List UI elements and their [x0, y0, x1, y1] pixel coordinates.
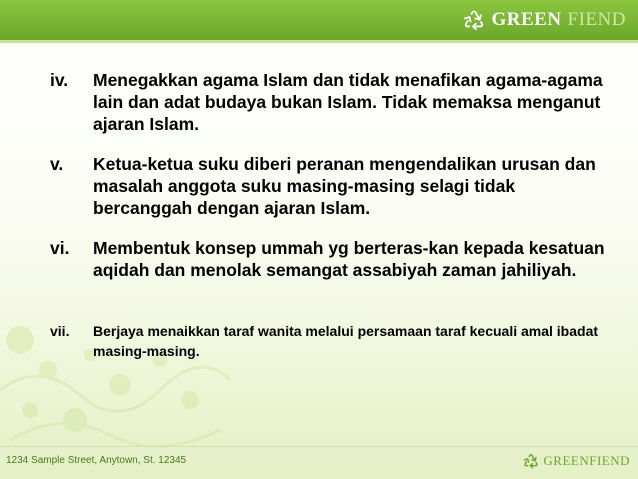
footer-divider	[0, 446, 638, 447]
list-item-text: Membentuk konsep ummah yg berteras-kan kepada kesatuan aqidah dan menolak semangat assabiyah zaman jahiliyah.	[93, 238, 605, 280]
list-item	[50, 237, 608, 281]
footer-address: 1234 Sample Street, Anytown, St. 12345	[6, 455, 187, 466]
brand-name-fiend: FIEND	[567, 9, 626, 30]
brand-logo-bottom	[523, 453, 630, 469]
list-item-number: vi.	[50, 238, 70, 258]
list-item-text: Berjaya menaikkan taraf wanita melalui persamaan taraf kecuali amal ibadat masing-masing.	[93, 323, 599, 359]
list-item-number: vii.	[50, 323, 70, 339]
list-item	[50, 69, 608, 135]
list-item	[50, 321, 608, 361]
list-item-number: v.	[50, 154, 64, 174]
recycle-icon	[523, 453, 539, 469]
brand-name-green: GREEN	[491, 9, 562, 30]
list-item	[50, 153, 608, 219]
list-item-text: Menegakkan agama Islam dan tidak menafikan agama-agama lain dan adat budaya bukan Islam. Tidak memaksa menganut ajaran Islam.	[93, 70, 603, 134]
list-item-number: iv.	[50, 70, 69, 90]
brand-name-footer: GREENFIEND	[543, 453, 630, 468]
list-item-text: Ketua-ketua suku diberi peranan mengendalikan urusan dan masalah anggota suku masing-masing selagi tidak bercanggah dengan ajaran Islam.	[93, 154, 596, 218]
